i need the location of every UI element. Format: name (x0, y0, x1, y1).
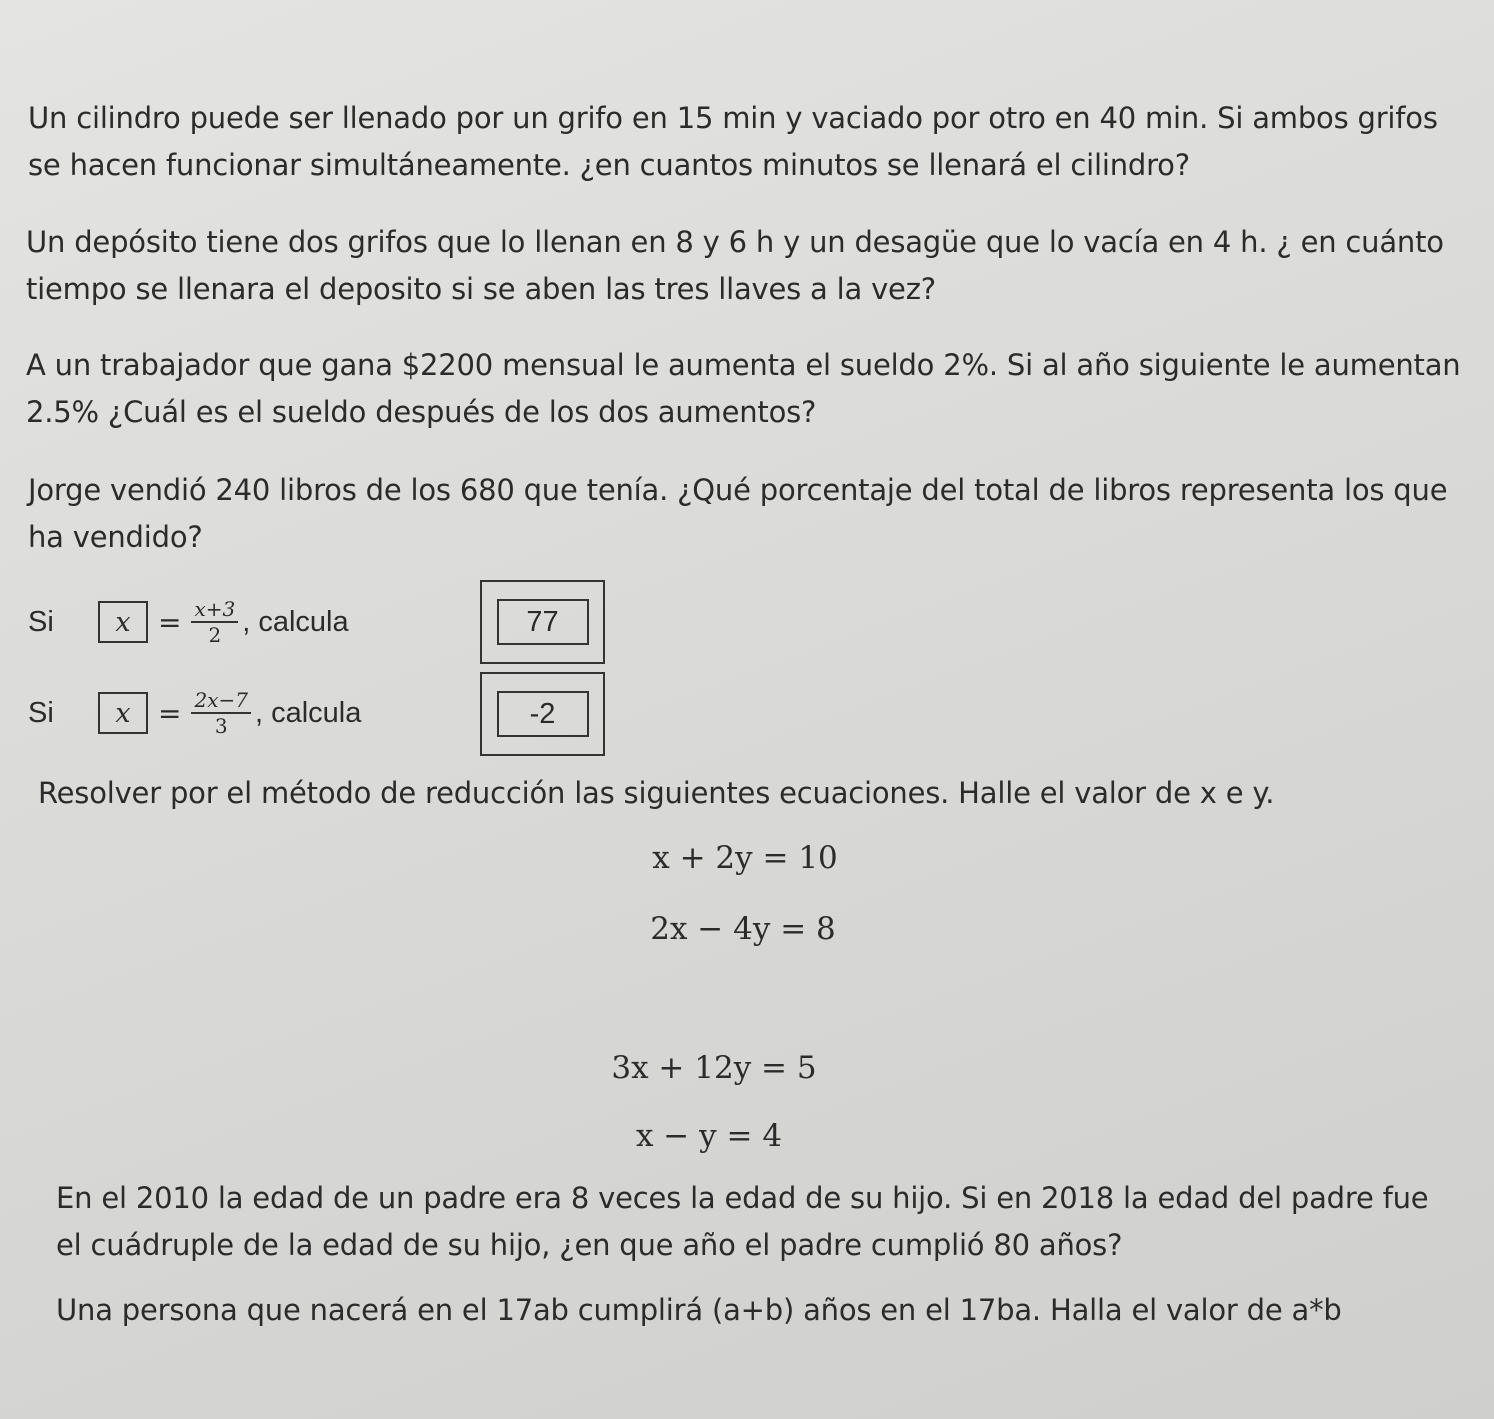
equation-1b: 2x − 4y = 8 (650, 911, 836, 947)
fraction-denominator: 3 (214, 714, 228, 738)
calc-frame-outer (480, 672, 605, 756)
equals-sign: = (158, 696, 182, 730)
problem-cylinder-faucets: Un cilindro puede ser llenado por un grifo en 15 min y vaciado por otro en 40 min. Si ambos grifos se hacen funcionar simultáneamente. ¿en cuantos minutos se llenará el cilindro? (28, 101, 1438, 182)
problem-books-percentage: Jorge vendió 240 libros de los 680 que tenía. ¿Qué porcentaje del total de libros representa los que ha vendido? (28, 473, 1448, 554)
operator-box-symbol: x (98, 601, 148, 643)
operator-definition-1 (28, 592, 349, 652)
operator-si-label: Si (28, 605, 54, 638)
calc-box-value: -2 (497, 691, 589, 737)
problem-father-son-age: En el 2010 la edad de un padre era 8 veces la edad de su hijo. Si en 2018 la edad del padre fue el cuádruple de la edad de su hijo, ¿en que año el padre cumplió 80 años? (56, 1181, 1429, 1262)
operator-fraction (191, 597, 238, 647)
problem-tank-drain: Un depósito tiene dos grifos que lo llenan en 8 y 6 h y un desagüe que lo vacía en 4 h. ¿ en cuánto tiempo se llenara el deposito si se aben las tres llaves a la vez? (26, 225, 1444, 306)
equation-2b: x − y = 4 (635, 1118, 783, 1154)
problem-reduction-method: Resolver por el método de reducción las siguientes ecuaciones. Halle el valor de x e y. (38, 776, 1275, 810)
operator-box-symbol: x (98, 692, 148, 734)
operator-calcula-text: , calcula (254, 696, 362, 729)
calc-frame-outer (480, 580, 605, 664)
equation-1a: x + 2y = 10 (652, 840, 838, 876)
problem-birth-year: Una persona que nacerá en el 17ab cumplirá (a+b) años en el 17ba. Halla el valor de a*b (56, 1293, 1342, 1327)
fraction-numerator: 2x−7 (191, 688, 251, 714)
fraction-denominator: 2 (208, 623, 222, 647)
equation-2a: 3x + 12y = 5 (611, 1050, 817, 1086)
calc-box-value: 77 (497, 599, 589, 645)
problem-salary-raise: A un trabajador que gana $2200 mensual le aumenta el sueldo 2%. Si al año siguiente le aumentan 2.5% ¿Cuál es el sueldo después de los dos aumentos? (26, 348, 1461, 429)
operator-si-label: Si (28, 696, 54, 729)
fraction-numerator: x+3 (191, 597, 238, 623)
operator-calcula-text: , calcula (242, 605, 349, 638)
operator-definition-2 (28, 683, 361, 743)
operator-fraction (191, 688, 251, 738)
equals-sign: = (158, 605, 182, 639)
